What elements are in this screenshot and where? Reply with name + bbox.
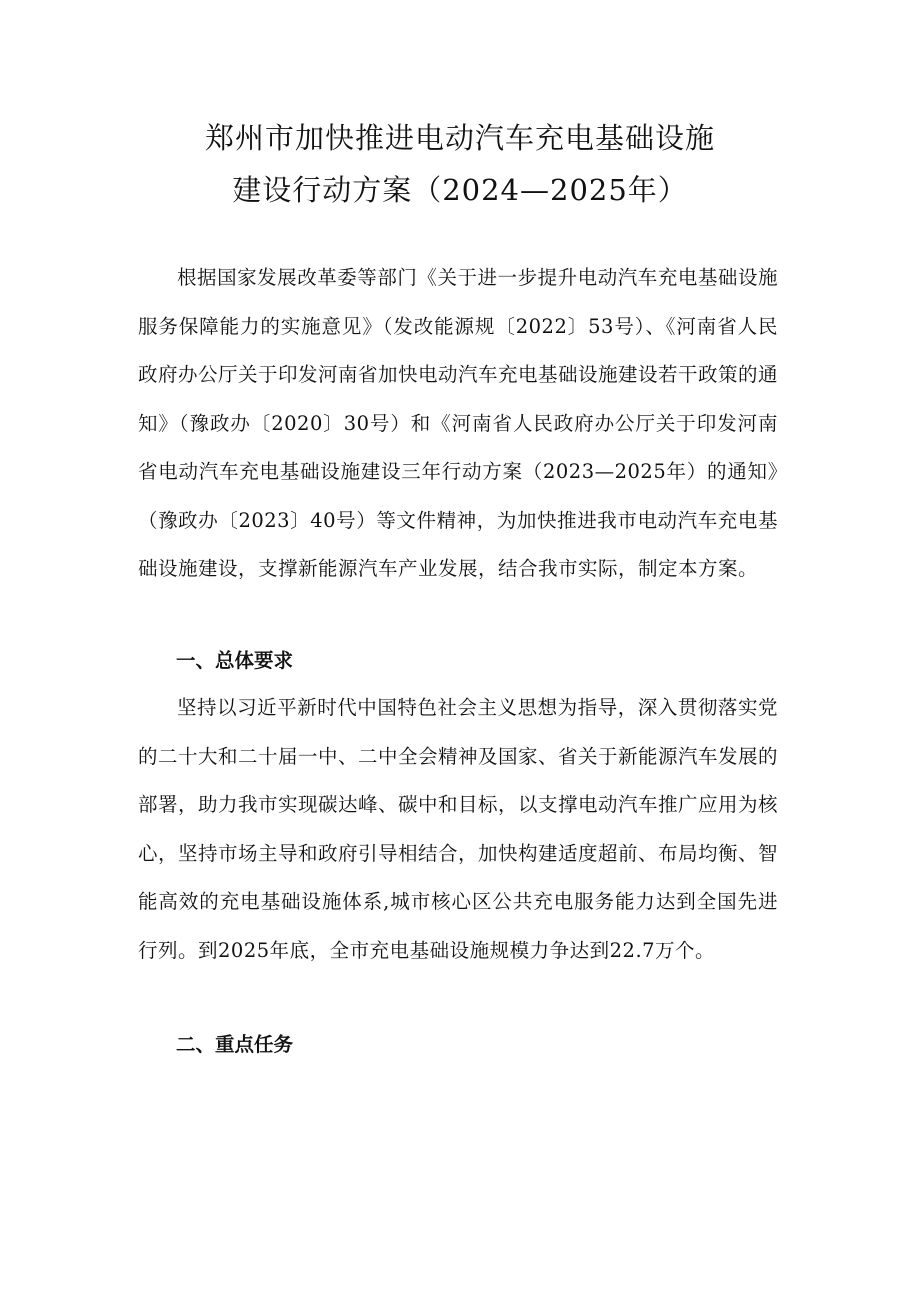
document-title-line-2: 建设行动方案（2024—2025年） (232, 173, 688, 207)
section-heading-key-tasks: 二、重点任务 (176, 1033, 294, 1056)
intro-paragraph: 根据国家发展改革委等部门《关于进一步提升电动汽车充电基础设施服务保障能力的实施意见》（发改能源规〔2022〕53号）、《河南省人民政府办公厅关于印发河南省加快电动汽车充电基础设施建设若干政策的通知》（豫政办〔2020〕30号）和《河南省人民政府办公厅关于印发河南省电动汽车充电基础设施建设三年行动方案（2023—2025年）的通知》（豫政办〔2023〕40号）等文件精神，为加快推进我市电动汽车充电基础设施建设，支撑新能源汽车产业发展，结合我市实际，制定本方案。 (138, 266, 779, 580)
requirements-paragraph: 坚持以习近平新时代中国特色社会主义思想为指导，深入贯彻落实党的二十大和二十届一中、二中全会精神及国家、省关于新能源汽车发展的部署，助力我市实现碳达峰、碳中和目标，以支撑电动汽车推广应用为核心，坚持市场主导和政府引导相结合，加快构建适度超前、布局均衡、智能高效的充电基础设施体系,城市核心区公共充电服务能力达到全国先进行列。到2025年底，全市充电基础设施规模力争达到22.7万个。 (138, 696, 779, 962)
document-title-line-1: 郑州市加快推进电动汽车充电基础设施 (204, 121, 715, 155)
document-title (0, 112, 920, 216)
section-heading-general-requirements: 一、总体要求 (176, 649, 294, 672)
